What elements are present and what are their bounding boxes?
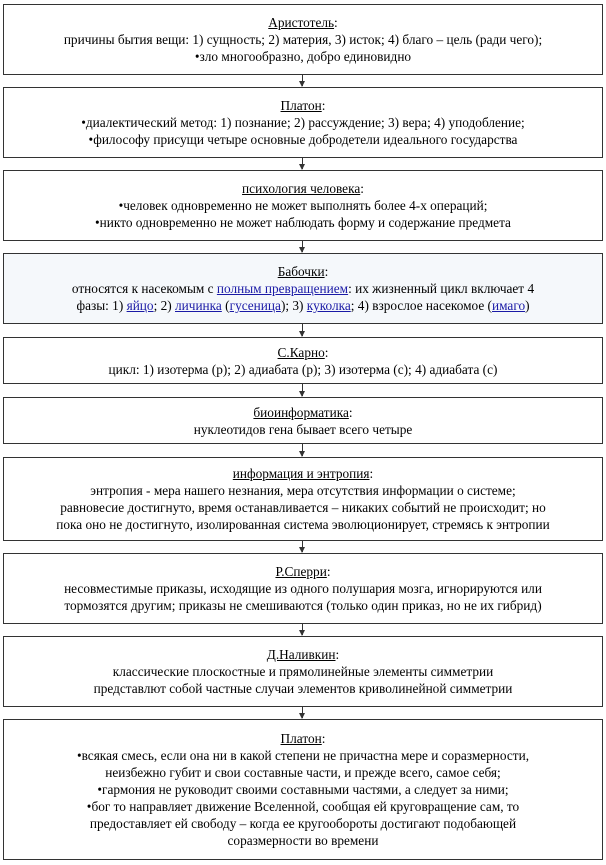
flow-arrow: [302, 541, 303, 552]
link-pupa[interactable]: куколка: [306, 298, 351, 313]
link-larva[interactable]: личинка: [175, 298, 222, 313]
box-line: соразмерности во времени: [227, 833, 379, 848]
box-title: Платон: [280, 98, 322, 113]
box-line: пока оно не достигнуто, изолированная система эволюционирует, стремясь к энтропии: [56, 517, 550, 532]
box-line: тормозятся другим; приказы не смешиваются (только один приказ, но не их гибрид): [64, 598, 542, 613]
bioinformatics-box: биоинформатика: нуклеотидов гена бывает всего четыре: [3, 397, 603, 444]
box-line: •гармония не руководит своими составными частями, а следует за ними;: [97, 782, 509, 797]
aristotle-box: Аристотель: причины бытия вещи: 1) сущность; 2) материя, 3) исток; 4) благо – цель (ради чего); •зло многообразно, добро единовидно: [3, 4, 603, 75]
box-line: относятся к насекомым с полным превращением: их жизненный цикл включает 4: [71, 281, 535, 296]
flow-arrow: [302, 75, 303, 86]
box-line: •никто одновременно не может наблюдать форму и содержание предмета: [95, 215, 511, 230]
box-line: энтропия - мера нашего незнания, мера отсутствия информации о системе;: [90, 483, 516, 498]
box-line: нуклеотидов гена бывает всего четыре: [193, 421, 413, 437]
box-line: цикл: 1) изотерма (р); 2) адиабата (р); 3) изотерма (с); 4) адиабата (с): [108, 361, 498, 377]
flow-arrow: [302, 324, 303, 336]
psychology-box: психология человека: •человек одновременно не может выполнять более 4-х операций; •никто одновременно не может наблюдать форму и содержание предмета: [3, 170, 603, 241]
box-line: равновесие достигнуто, время останавливается – никаких событий не происходит; но: [60, 500, 546, 515]
flow-arrow: [302, 624, 303, 635]
flow-arrow: [302, 158, 303, 169]
flow-arrow: [302, 384, 303, 396]
box-line: фазы: 1) яйцо; 2) личинка (гусеница); 3) куколка; 4) взрослое насекомое (имаго): [76, 298, 530, 313]
information-entropy-box: информация и энтропия: энтропия - мера нашего незнания, мера отсутствия информации о системе; равновесие достигнуто, время останавливается – никаких событий не происходит; но пока оно не достигнуто, изолированная система эволюционирует, стремясь к энтропии: [3, 457, 603, 541]
sperry-box: Р.Сперри: несовместимые приказы, исходящие из одного полушария мозга, игнорируются или тормозятся другим; приказы не смешиваются (только один приказ, но не их гибрид): [3, 553, 603, 624]
link-imago[interactable]: имаго: [491, 298, 526, 313]
link-egg[interactable]: яйцо: [126, 298, 154, 313]
box-line: причины бытия вещи: 1) сущность; 2) материя, 3) исток; 4) благо – цель (ради чего);: [63, 32, 543, 47]
box-line: неизбежно губит и свои составные части, и прежде всего, самое себя;: [105, 765, 501, 780]
box-title: Р.Сперри: [275, 564, 327, 579]
box-title: С.Карно: [277, 344, 325, 360]
box-line: •бог то направляет движение Вселенной, сообщая ей круговращение сам, то: [86, 799, 520, 814]
box-title: Платон: [280, 731, 322, 746]
butterflies-box: Бабочки: относятся к насекомым с полным превращением: их жизненный цикл включает 4 фазы: 1) яйцо; 2) личинка (гусеница); 3) куколка; 4) взрослое насекомое (имаго): [3, 253, 603, 324]
flow-arrow: [302, 444, 303, 456]
nalivkin-box: Д.Наливкин: классические плоскостные и прямолинейные элементы симметрии представлют собой частные случаи элементов криволинейной симметрии: [3, 636, 603, 707]
link-full-metamorphosis[interactable]: полным превращением: [216, 281, 349, 296]
link-caterpillar[interactable]: гусеница: [229, 298, 281, 313]
box-line: несовместимые приказы, исходящие из одного полушария мозга, игнорируются или: [64, 581, 542, 596]
box-title: биоинформатика: [253, 404, 349, 420]
box-line: •зло многообразно, добро единовидно: [194, 49, 412, 64]
plato-box-2: Платон: •всякая смесь, если она ни в какой степени не причастна мере и соразмерности, неизбежно губит и свои составные части, и прежде всего, самое себя; •гармония не руководит своими составными частями, а следует за ними; •бог то направляет движение Вселенной, сообщая ей круговращение сам, то предоставляет ей свободу – когда ее кругообороты достигают подобающей соразмерности во времени: [3, 719, 603, 860]
box-title: психология человека: [242, 181, 361, 196]
box-title: информация и энтропия: [232, 466, 370, 481]
box-title: Аристотель: [268, 15, 335, 30]
box-line: предоставляет ей свободу – когда ее кругообороты достигают подобающей: [89, 816, 517, 831]
box-line: классические плоскостные и прямолинейные элементы симметрии: [112, 664, 494, 679]
box-line: •философу присущи четыре основные добродетели идеального государства: [88, 132, 518, 147]
box-line: •всякая смесь, если она ни в какой степени не причастна мере и соразмерности,: [76, 748, 530, 763]
carnot-box: С.Карно: цикл: 1) изотерма (р); 2) адиабата (р); 3) изотерма (с); 4) адиабата (с): [3, 337, 603, 384]
box-line: •диалектический метод: 1) познание; 2) рассуждение; 3) вера; 4) уподобление;: [81, 115, 525, 130]
box-line: представлют собой частные случаи элементов криволинейной симметрии: [93, 681, 513, 696]
box-line: •человек одновременно не может выполнять более 4-х операций;: [118, 198, 488, 213]
box-title: Д.Наливкин: [266, 647, 336, 662]
flow-arrow: [302, 241, 303, 252]
flow-arrow: [302, 707, 303, 718]
plato-box: Платон: •диалектический метод: 1) познание; 2) рассуждение; 3) вера; 4) уподобление; •философу присущи четыре основные добродетели идеального государства: [3, 87, 603, 158]
box-title: Бабочки: [277, 264, 325, 279]
